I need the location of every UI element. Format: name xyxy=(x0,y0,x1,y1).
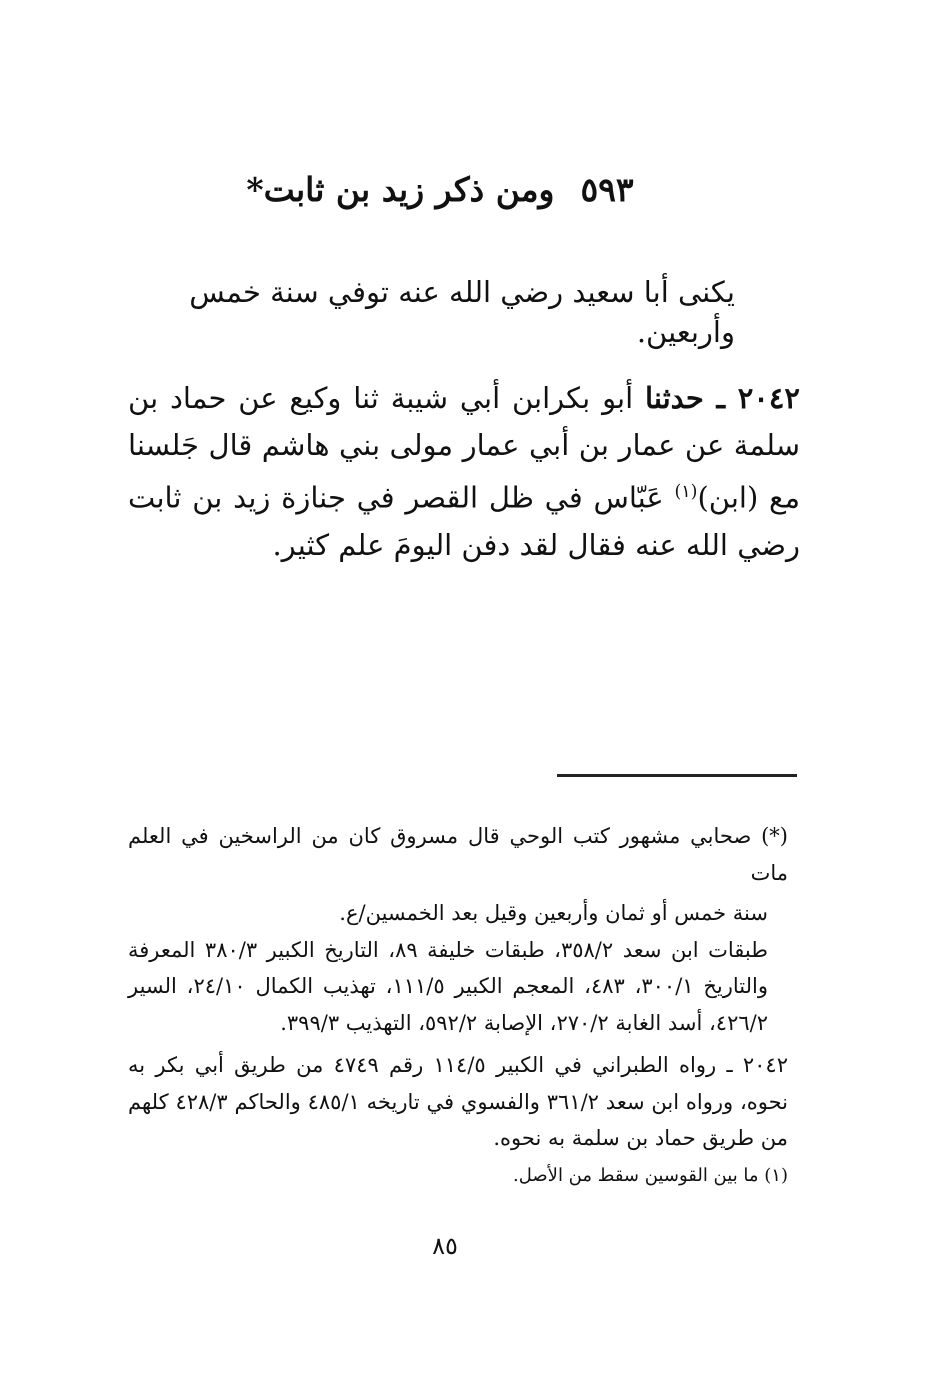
footnote-2042: ٢٠٤٢ ـ رواه الطبراني في الكبير ١١٤/٥ رقم ٤٧٤٩ من طريق أبي بكر به نحوه، ورواه ابن سعد ٣٦١/٢ والفسوي في تاريخه ٤٨٥/١ والحاكم ٤٢٨/٣ كلهم من طريق حماد بن سلمة به نحوه. xyxy=(128,1053,789,1150)
footnote-star-line1: (*) صحابي مشهور كتب الوحي قال مسروق كان من الراسخين في العلم مات xyxy=(128,824,788,885)
footnotes xyxy=(128,818,788,1195)
intro-paragraph: يكنى أبا سعيد رضي الله عنه توفي سنة خمس وأربعين. xyxy=(189,275,735,349)
footnote-divider xyxy=(557,774,797,777)
footnote-star-sources: طبقات ابن سعد ٣٥٨/٢، طبقات خليفة ٨٩، التاريخ الكبير ٣٨٠/٣ المعرفة والتاريخ ٣٠٠/١، ٤٨٣، المعجم الكبير ١١١/٥، تهذيب الكمال ٢٤/١٠، السير ٤٢٦/٢، أسد الغابة ٢٧٠/٢، الإصابة ٥٩٢/٢، التهذيب ٣٩٩/٣. xyxy=(128,937,769,1035)
chapter-heading xyxy=(200,170,680,209)
hadith-lead: ٢٠٤٢ ـ حدثنا xyxy=(645,381,800,415)
footnote-ref: (١) xyxy=(674,482,698,502)
chapter-number: ٥٩٣ xyxy=(580,170,634,209)
chapter-title: ومن ذكر زيد بن ثابت* xyxy=(246,170,555,209)
page-number: ٨٥ xyxy=(432,1232,458,1260)
hadith-paragraph xyxy=(128,375,800,569)
footnote-star-line2: سنة خمس أو ثمان وأربعين وقيل بعد الخمسين/ع. xyxy=(339,901,768,925)
footnote-1: (١) ما بين القوسين سقط من الأصل. xyxy=(513,1164,788,1186)
hadith-text-part1: أبو بكرابن أبي شيبة ثنا وكيع عن حماد بن سلمة عن عمار بن أبي عمار مولى بني هاشم قال جَلسنا مع (ابن) xyxy=(128,381,800,515)
hadith-text-part2: عَبّاس في ظل القصر في جنازة زيد بن ثابت رضي الله عنه فقال لقد دفن اليومَ علم كثير. xyxy=(128,480,800,562)
